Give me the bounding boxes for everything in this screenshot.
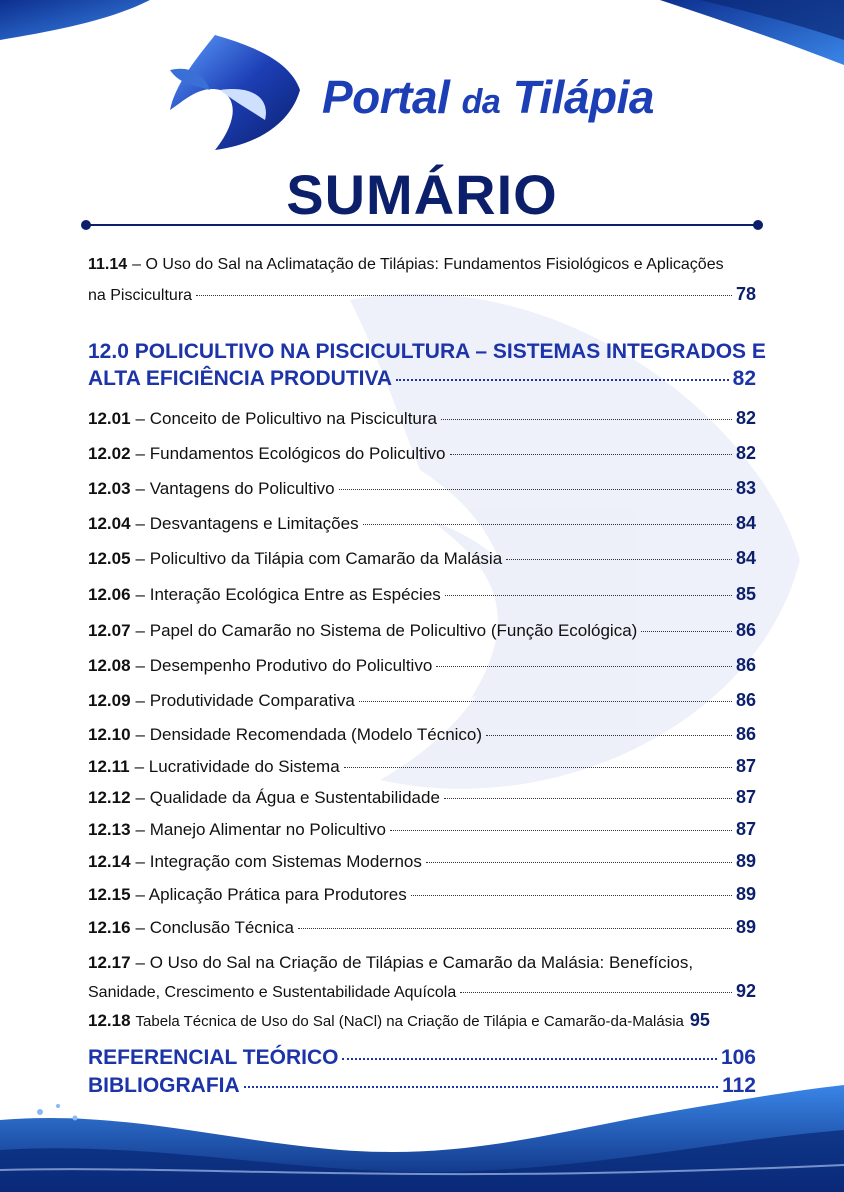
page-title: SUMÁRIO (286, 163, 558, 226)
toc-entry-11-14-line1[interactable]: 11.14 – O Uso do Sal na Aclimatação de Tilápias: Fundamentos Fisiológicos e Aplicações (88, 256, 724, 273)
toc-entry-12-11[interactable]: 12.11 – Lucratividade do Sistema 87 (88, 756, 756, 776)
page-number: 87 (735, 756, 756, 776)
page-number: 87 (735, 787, 756, 807)
toc-entry-12-17-line1[interactable]: 12.17 – O Uso do Sal na Criação de Tilápias e Camarão da Malásia: Benefícios, (88, 953, 694, 972)
page-number: 89 (735, 917, 756, 937)
toc-entry-12-16[interactable]: 12.16 – Conclusão Técnica 89 (88, 917, 756, 937)
toc-entry-12-01[interactable]: 12.01 – Conceito de Policultivo na Piscicultura 82 (88, 408, 756, 428)
brand-word-tilapia: Tilápia (512, 71, 654, 123)
toc-entry-12-04[interactable]: 12.04 – Desvantagens e Limitações 84 (88, 513, 756, 533)
toc-entry-12-17-line2[interactable]: Sanidade, Crescimento e Sustentabilidade Aquícola 92 (88, 981, 756, 1001)
toc-bibliografia[interactable]: BIBLIOGRAFIA 112 (88, 1074, 756, 1097)
toc-section-12-line1[interactable]: 12.0 POLICULTIVO NA PISCICULTURA – SISTEMAS INTEGRADOS E (88, 340, 766, 363)
page-number: 86 (735, 724, 756, 744)
page-number: 89 (735, 884, 756, 904)
toc-entry-12-18[interactable]: 12.18 Tabela Técnica de Uso do Sal (NaCl) na Criação de Tilápia e Camarão-da-Malásia 95 (88, 1010, 710, 1030)
page-number: 82 (735, 408, 756, 428)
page-number: 86 (735, 655, 756, 675)
toc-entry-12-12[interactable]: 12.12 – Qualidade da Água e Sustentabilidade 87 (88, 787, 756, 807)
page-number: 87 (735, 819, 756, 839)
toc-referencial-teorico[interactable]: REFERENCIAL TEÓRICO 106 (88, 1046, 756, 1069)
toc-entry-12-13[interactable]: 12.13 – Manejo Alimentar no Policultivo 87 (88, 819, 756, 839)
page-number: 83 (735, 478, 756, 498)
brand-word-da: da (461, 83, 501, 121)
page-number: 106 (720, 1046, 756, 1069)
page-number: 86 (735, 620, 756, 640)
page-number: 112 (722, 1074, 756, 1097)
title-divider (80, 218, 764, 232)
toc-entry-12-15[interactable]: 12.15 – Aplicação Prática para Produtores 89 (88, 884, 756, 904)
page-number: 89 (735, 851, 756, 871)
toc-entry-12-09[interactable]: 12.09 – Produtividade Comparativa 86 (88, 690, 756, 710)
toc-entry-12-08[interactable]: 12.08 – Desempenho Produtivo do Policultivo 86 (88, 655, 756, 675)
page-number: 82 (732, 367, 756, 390)
page-number: 86 (735, 690, 756, 710)
page-number: 84 (735, 548, 756, 568)
toc-entry-12-06[interactable]: 12.06 – Interação Ecológica Entre as Espécies 85 (88, 584, 756, 604)
toc-entry-12-02[interactable]: 12.02 – Fundamentos Ecológicos do Policultivo 82 (88, 443, 756, 463)
toc-entry-12-14[interactable]: 12.14 – Integração com Sistemas Modernos 89 (88, 851, 756, 871)
page-number: 85 (735, 584, 756, 604)
page-number: 84 (735, 513, 756, 533)
toc-entry-12-05[interactable]: 12.05 – Policultivo da Tilápia com Camarão da Malásia 84 (88, 548, 756, 568)
toc-entry-12-07[interactable]: 12.07 – Papel do Camarão no Sistema de Policultivo (Função Ecológica) 86 (88, 620, 756, 640)
toc-entry-12-10[interactable]: 12.10 – Densidade Recomendada (Modelo Técnico) 86 (88, 724, 756, 744)
page-number: 92 (735, 981, 756, 1001)
brand-word-portal: Portal (322, 71, 450, 123)
page-number: 95 (689, 1010, 710, 1030)
toc-entry-12-03[interactable]: 12.03 – Vantagens do Policultivo 83 (88, 478, 756, 498)
toc-entry-11-14-line2[interactable]: na Piscicultura 78 (88, 284, 756, 304)
page-number: 78 (735, 284, 756, 304)
brand-logo-text (322, 70, 654, 124)
top-left-wave (0, 0, 150, 40)
toc-section-12-line2[interactable]: ALTA EFICIÊNCIA PRODUTIVA 82 (88, 367, 756, 390)
page-number: 82 (735, 443, 756, 463)
